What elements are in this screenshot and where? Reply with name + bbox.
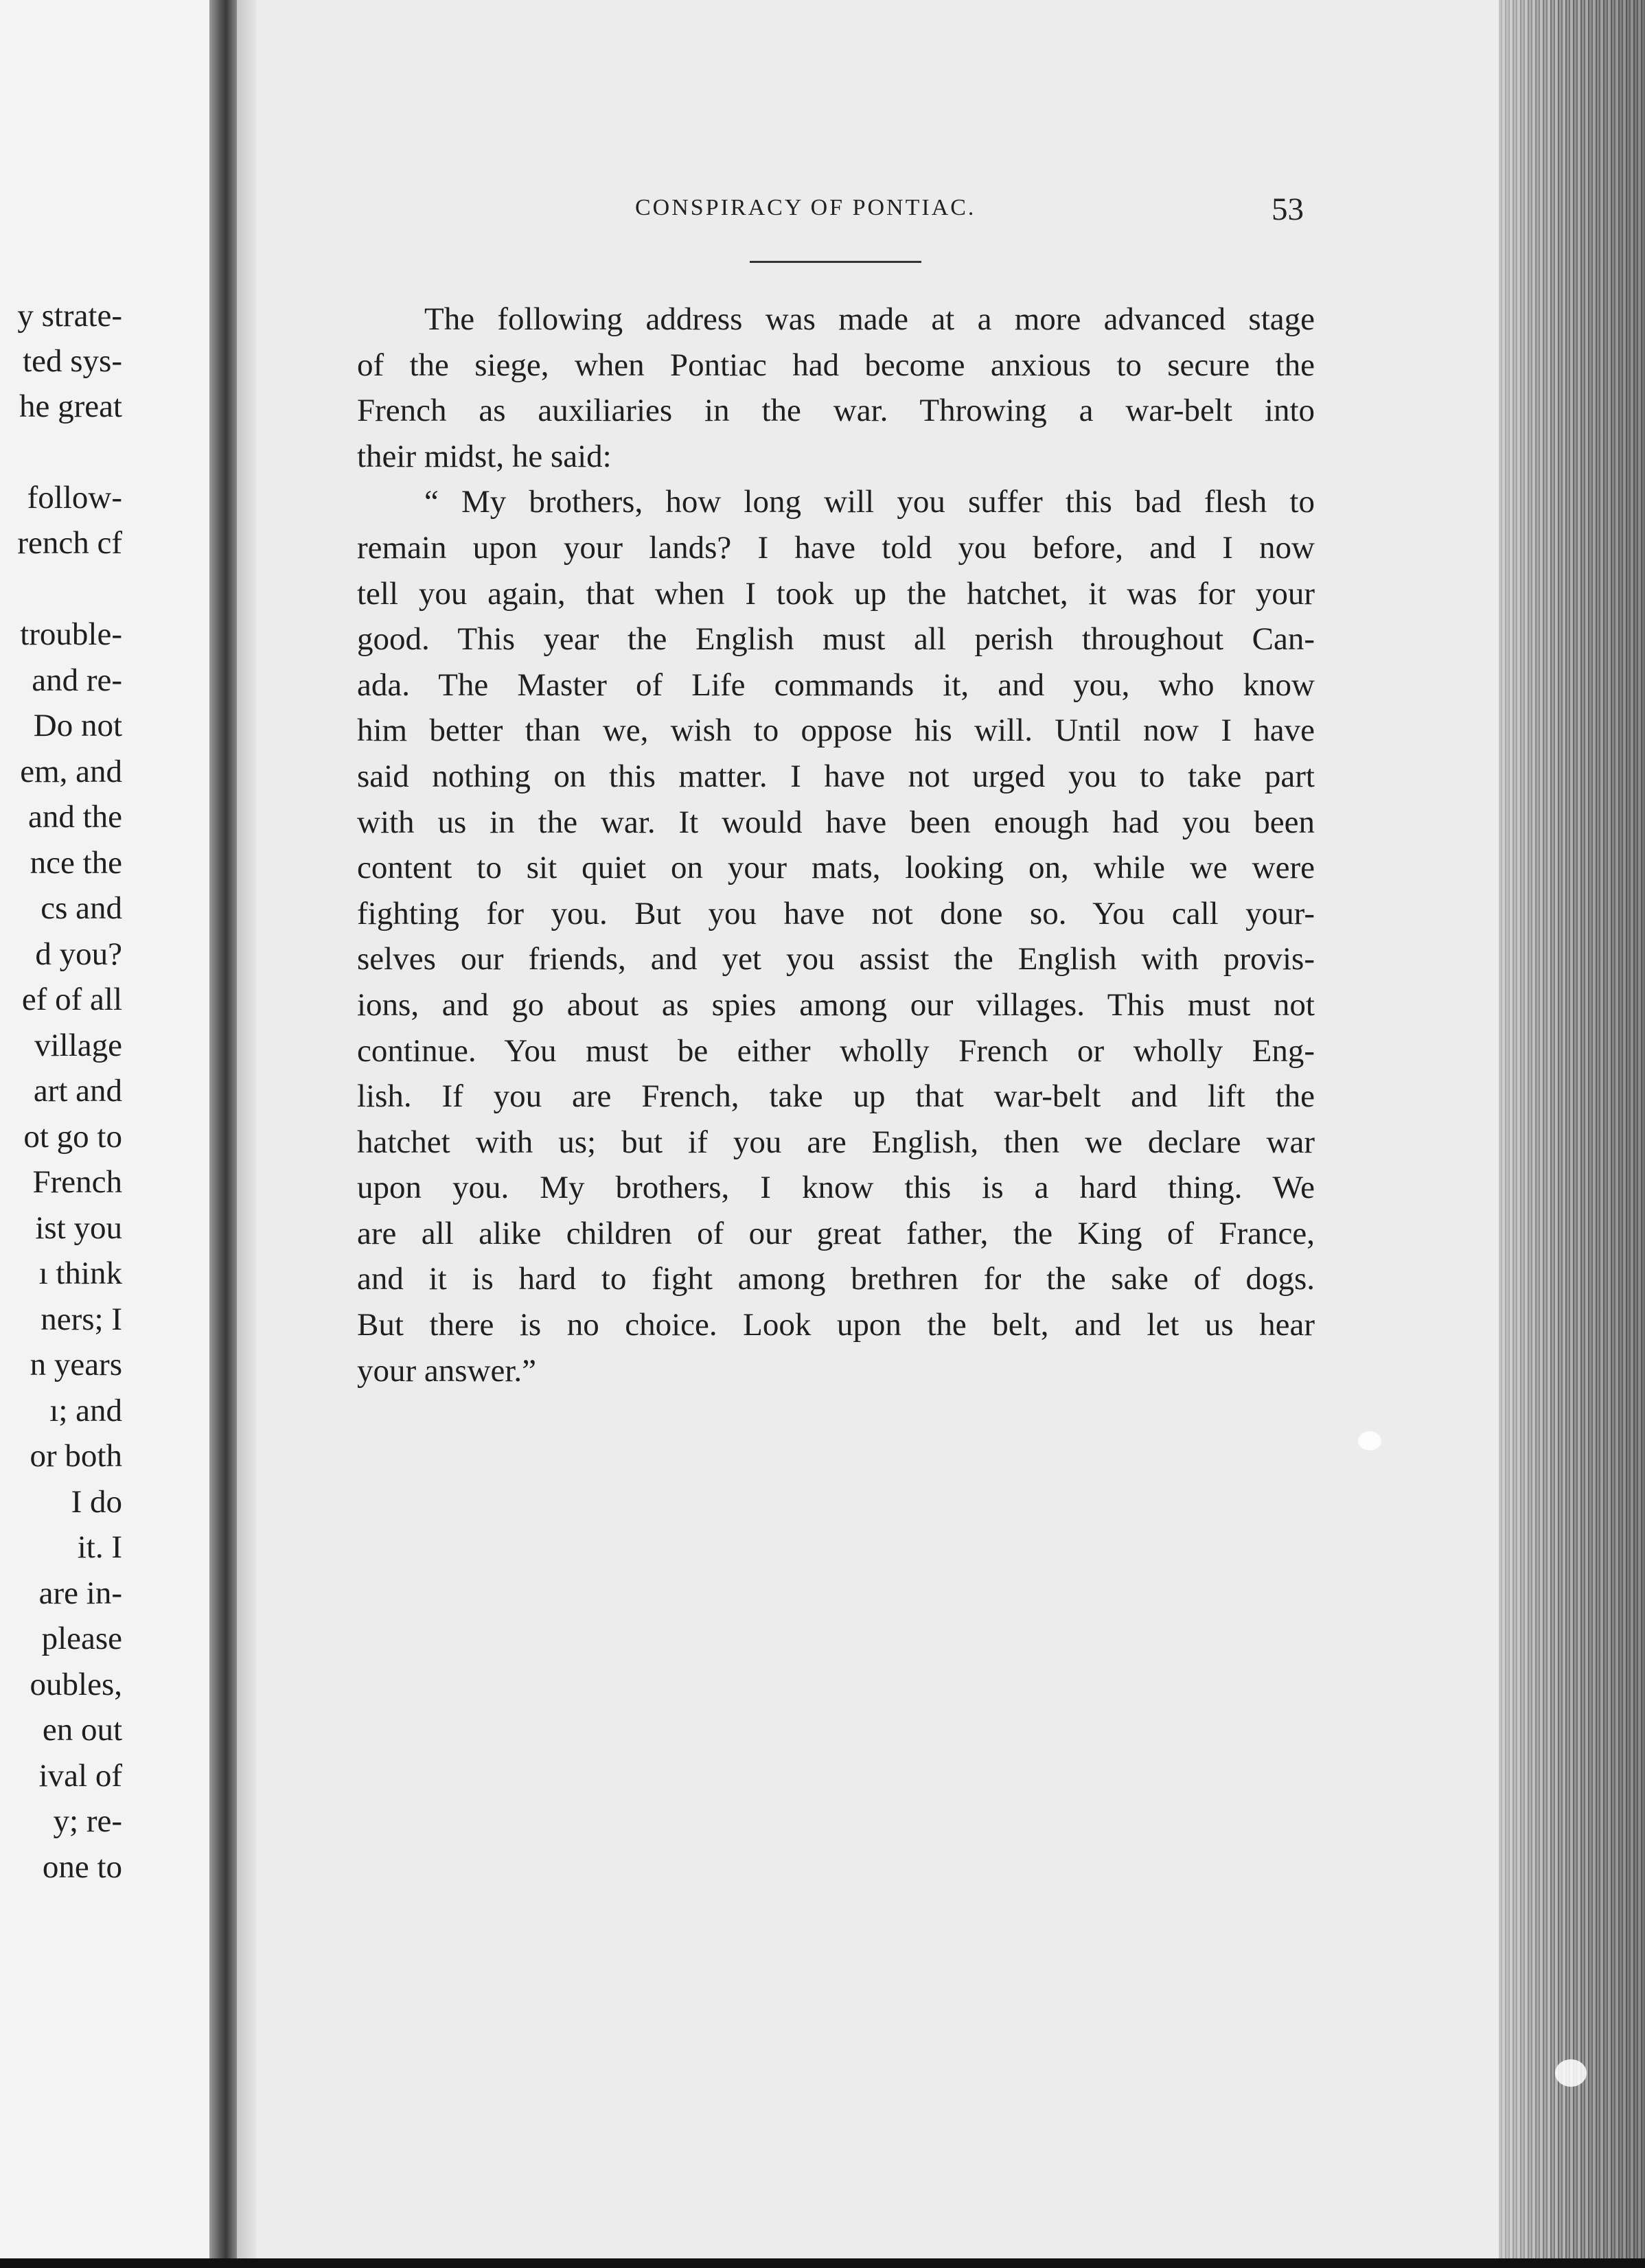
facing-page-line: em, and	[20, 754, 122, 789]
text-line: tell you again, that when I took up the hatchet, it was for your	[357, 575, 1315, 612]
text-line: fighting for you. But you have not done so. You call your-	[357, 895, 1315, 931]
text-line: continue. You must be either wholly French or wholly Eng-	[357, 1032, 1315, 1069]
text-line: selves our friends, and yet you assist the English with provis-	[357, 941, 1315, 977]
text-line: remain upon your lands? I have told you before, and I now	[357, 529, 1315, 566]
text-line: are all alike children of our great father, the King of France,	[357, 1215, 1315, 1251]
text-line: him better than we, wish to oppose his will. Until now I have	[357, 713, 1315, 749]
facing-page-line: art and	[33, 1073, 122, 1109]
facing-page-line: y strate-	[17, 298, 122, 334]
facing-page-line: he great	[19, 389, 122, 424]
facing-page-line: ival of	[38, 1758, 122, 1794]
text-line: lish. If you are French, take up that war-belt and lift the	[357, 1078, 1315, 1115]
facing-page-line: ot go to	[23, 1119, 122, 1155]
facing-page-line: follow-	[27, 480, 122, 516]
facing-page-line: cs and	[41, 890, 122, 926]
facing-page-line: and the	[27, 799, 122, 835]
facing-page-line: and re-	[32, 662, 122, 698]
text-line: and it is hard to fight among brethren for the sake of dogs.	[357, 1261, 1315, 1297]
facing-page-line: ef of all	[21, 982, 122, 1017]
facing-page-line: ı think	[38, 1256, 122, 1291]
text-line: your answer.”	[357, 1352, 537, 1389]
paper-blemish	[1555, 2059, 1587, 2087]
facing-page-line: I do	[71, 1484, 122, 1520]
text-line: content to sit quiet on your mats, looking on, while we were	[357, 850, 1315, 886]
facing-page-line: please	[41, 1621, 122, 1656]
facing-page-line: French	[32, 1164, 122, 1200]
text-line: said nothing on this matter. I have not urged you to take part	[357, 758, 1315, 794]
facing-page-line: are in-	[38, 1575, 122, 1611]
facing-page-line: one to	[42, 1849, 122, 1885]
page-edges-shade	[1499, 0, 1645, 2268]
text-line: French as auxiliaries in the war. Throwing a war-belt into	[357, 393, 1315, 429]
facing-page	[0, 0, 227, 2265]
text-line: But there is no choice. Look upon the belt, and let us hear	[357, 1307, 1315, 1343]
facing-page-line: ı; and	[49, 1393, 122, 1428]
gutter-highlight	[237, 0, 256, 2268]
facing-page-line: n years	[30, 1347, 122, 1382]
text-line: good. This year the English must all perish throughout Can-	[357, 621, 1315, 658]
page-number: 53	[1272, 192, 1304, 227]
text-line: “ My brothers, how long will you suffer this bad flesh to	[424, 484, 1315, 520]
facing-page-line: en out	[42, 1712, 122, 1748]
facing-page-line: ners; I	[41, 1301, 122, 1337]
facing-page-line: village	[34, 1028, 122, 1063]
facing-page-line: d you?	[35, 936, 122, 972]
text-line: their midst, he said:	[357, 438, 612, 474]
text-line: The following address was made at a more advanced stage	[424, 301, 1315, 337]
text-line: ions, and go about as spies among our villages. This must not	[357, 986, 1315, 1023]
facing-page-line: oubles,	[30, 1667, 122, 1702]
book-gutter	[209, 0, 237, 2268]
facing-page-line: Do not	[33, 708, 122, 743]
text-line: of the siege, when Pontiac had become anxious to secure the	[357, 347, 1315, 383]
facing-page-line: or both	[30, 1438, 122, 1474]
body-text	[357, 297, 1315, 1393]
running-head: CONSPIRACY OF PONTIAC.	[635, 195, 976, 220]
facing-page-line: it. I	[77, 1529, 122, 1565]
facing-page-line: trouble-	[20, 616, 122, 652]
bottom-shadow	[0, 2258, 1645, 2268]
header-rule	[750, 261, 921, 263]
facing-page-line: y; re-	[53, 1803, 122, 1839]
facing-page-line: rench cf	[17, 525, 122, 561]
text-line: with us in the war. It would have been enough had you been	[357, 804, 1315, 840]
text-line: ada. The Master of Life commands it, and you, who know	[357, 667, 1315, 703]
paper-blemish	[1358, 1431, 1381, 1450]
facing-page-line: ted sys-	[23, 343, 122, 379]
facing-page-line: ist you	[35, 1210, 122, 1246]
facing-page-line: nce the	[30, 845, 122, 881]
text-line: hatchet with us; but if you are English, then we declare war	[357, 1124, 1315, 1160]
text-line: upon you. My brothers, I know this is a hard thing. We	[357, 1170, 1315, 1206]
